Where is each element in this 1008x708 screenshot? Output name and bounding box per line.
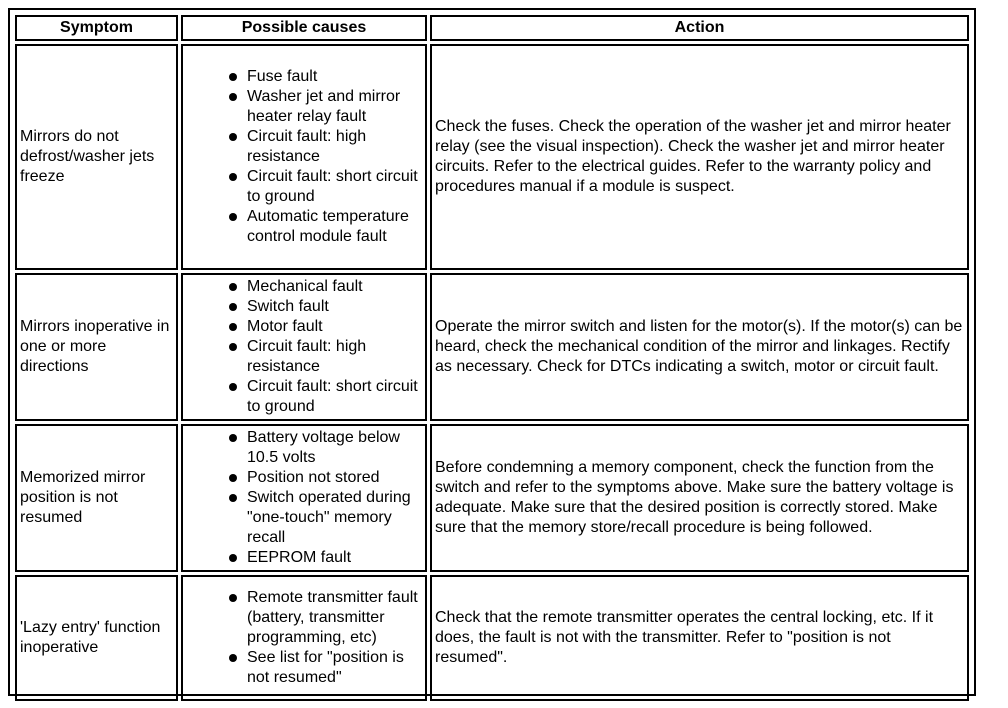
cause-item: Battery voltage below 10.5 volts — [187, 428, 421, 468]
causes-cell — [181, 44, 427, 270]
header-possible-causes: Possible causes — [181, 15, 427, 41]
causes-cell — [181, 273, 427, 421]
symptom-cell: 'Lazy entry' function inoperative — [15, 575, 178, 701]
diagnostic-table — [12, 12, 972, 704]
action-cell: Check the fuses. Check the operation of the washer jet and mirror heater relay (see the visual inspection). Check the washer jet and mirror heater circuits. Refer to the electrical guides. Refer to the warranty policy and procedures manual if a module is suspect. — [430, 44, 969, 270]
symptom-cell: Memorized mirror position is not resumed — [15, 424, 178, 572]
table-row — [15, 44, 969, 270]
cause-item: Mechanical fault — [187, 277, 421, 297]
cause-item: Position not stored — [187, 468, 421, 488]
diagnostic-table-frame — [8, 8, 976, 696]
header-symptom: Symptom — [15, 15, 178, 41]
table-row — [15, 575, 969, 701]
table-row — [15, 424, 969, 572]
symptom-cell: Mirrors inoperative in one or more directions — [15, 273, 178, 421]
symptom-cell: Mirrors do not defrost/washer jets freeze — [15, 44, 178, 270]
header-action: Action — [430, 15, 969, 41]
cause-item: Automatic temperature control module fault — [187, 207, 421, 247]
causes-list — [187, 428, 421, 568]
cause-item: Switch fault — [187, 297, 421, 317]
cause-item: Fuse fault — [187, 67, 421, 87]
causes-list — [187, 67, 421, 247]
table-row — [15, 273, 969, 421]
causes-list — [187, 277, 421, 417]
cause-item: Circuit fault: high resistance — [187, 127, 421, 167]
causes-cell — [181, 575, 427, 701]
cause-item: Circuit fault: short circuit to ground — [187, 377, 421, 417]
cause-item: See list for "position is not resumed" — [187, 648, 421, 688]
cause-item: Switch operated during "one-touch" memory recall — [187, 488, 421, 548]
action-cell: Before condemning a memory component, check the function from the switch and refer to the symptoms above. Make sure the battery voltage is adequate. Make sure that the desired position is correctly stored. Make sure that the memory store/recall procedure is being followed. — [430, 424, 969, 572]
cause-item: Motor fault — [187, 317, 421, 337]
cause-item: Circuit fault: short circuit to ground — [187, 167, 421, 207]
causes-list — [187, 588, 421, 688]
action-cell: Check that the remote transmitter operates the central locking, etc. If it does, the fault is not with the transmitter. Refer to "position is not resumed". — [430, 575, 969, 701]
cause-item: EEPROM fault — [187, 548, 421, 568]
cause-item: Circuit fault: high resistance — [187, 337, 421, 377]
cause-item: Remote transmitter fault (battery, transmitter programming, etc) — [187, 588, 421, 648]
action-cell: Operate the mirror switch and listen for the motor(s). If the motor(s) can be heard, check the mechanical condition of the mirror and linkages. Rectify as necessary. Check for DTCs indicating a switch, motor or circuit fault. — [430, 273, 969, 421]
cause-item: Washer jet and mirror heater relay fault — [187, 87, 421, 127]
header-row — [15, 15, 969, 41]
causes-cell — [181, 424, 427, 572]
